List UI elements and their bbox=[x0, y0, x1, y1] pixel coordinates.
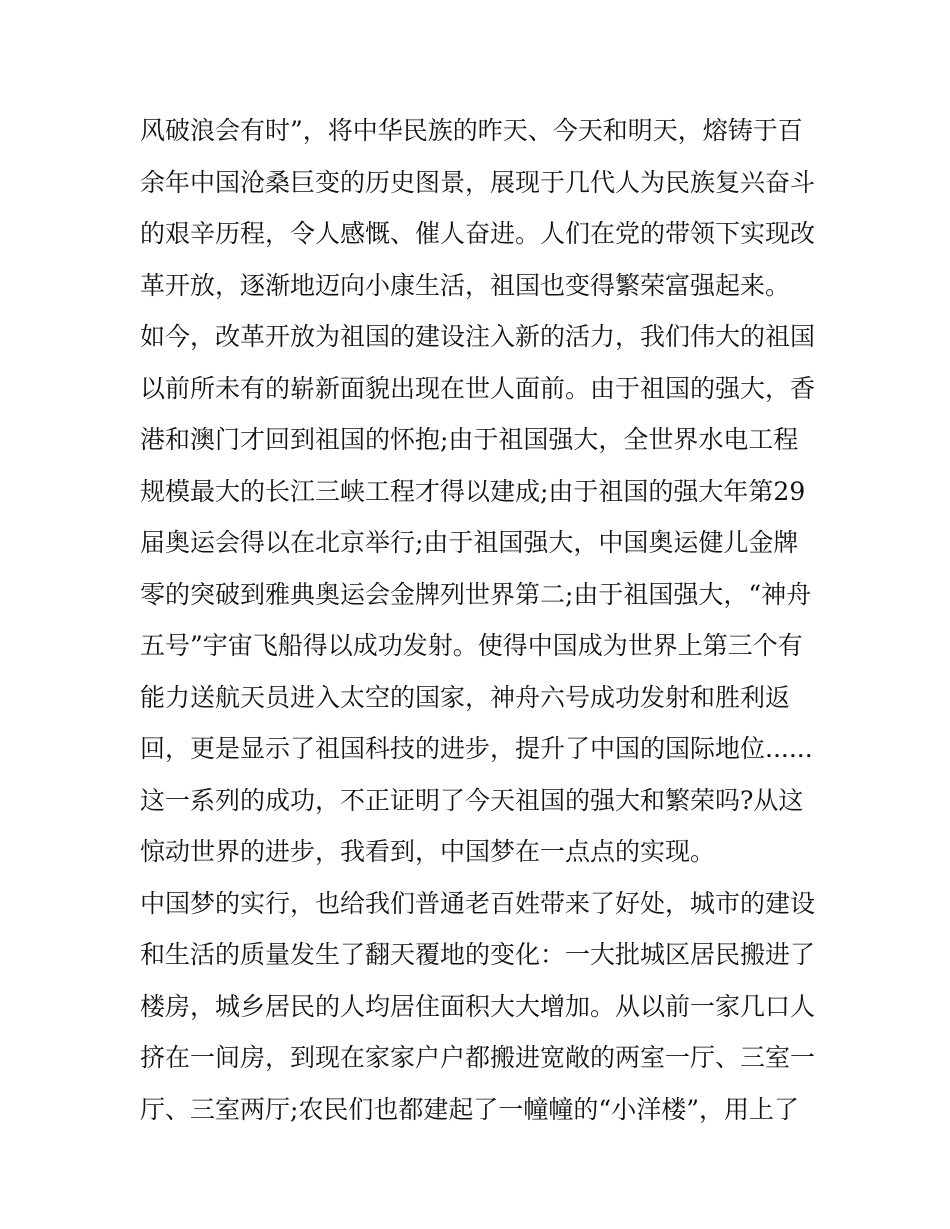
text-line: 届奥运会得以在北京举行;由于祖国强大，中国奥运健儿金牌 bbox=[140, 528, 799, 557]
body-text bbox=[140, 105, 820, 1135]
text-line: 回，更是显示了祖国科技的进步，提升了中国的国际地位...... bbox=[140, 734, 813, 763]
text-line: 余年中国沧桑巨变的历史图景，展现于几代人为民族复兴奋斗 bbox=[140, 167, 816, 197]
text-line: 规模最大的长江三峡工程才得以建成;由于祖国的强大年第29 bbox=[140, 476, 806, 506]
text-line: 革开放，逐渐地迈向小康生活，祖国也变得繁荣富强起来。 bbox=[140, 270, 791, 300]
text-line: 以前所未有的崭新面貌出现在世人面前。由于祖国的强大，香 bbox=[140, 373, 816, 403]
text-line: 这一系列的成功，不正证明了今天祖国的强大和繁荣吗?从这 bbox=[140, 785, 804, 815]
text-line: 零的突破到雅典奥运会金牌列世界第二;由于祖国强大，“神舟 bbox=[140, 579, 812, 609]
text-line: 五号”宇宙飞船得以成功发射。使得中国成为世界上第三个有 bbox=[140, 631, 803, 660]
text-line: 中国梦的实行，也给我们普通老百姓带来了好处，城市的建设 bbox=[140, 888, 816, 918]
text-line: 风破浪会有时”，将中华民族的昨天、今天和明天，熔铸于百 bbox=[140, 116, 803, 145]
text-line: 能力送航天员进入太空的国家，神舟六号成功发射和胜利返 bbox=[140, 682, 791, 712]
text-line: 和生活的质量发生了翻天覆地的变化：一大批城区居民搬进了 bbox=[140, 940, 816, 969]
text-line: 楼房，城乡居民的人均居住面积大大增加。从以前一家几口人 bbox=[140, 991, 816, 1021]
text-line: 如今，改革开放为祖国的建设注入新的活力，我们伟大的祖国 bbox=[140, 322, 816, 351]
text-line: 的艰辛历程，令人感慨、催人奋进。人们在党的带领下实现改 bbox=[140, 219, 816, 248]
text-line: 港和澳门才回到祖国的怀抱;由于祖国强大，全世界水电工程 bbox=[140, 425, 799, 454]
text-line: 厅、三室两厅;农民们也都建起了一幢幢的“小洋楼”，用上了 bbox=[140, 1094, 799, 1124]
text-line: 惊动世界的进步，我看到，中国梦在一点点的实现。 bbox=[140, 837, 716, 866]
text-line: 挤在一间房，到现在家家户户都搬进宽敞的两室一厅、三室一 bbox=[140, 1043, 816, 1072]
